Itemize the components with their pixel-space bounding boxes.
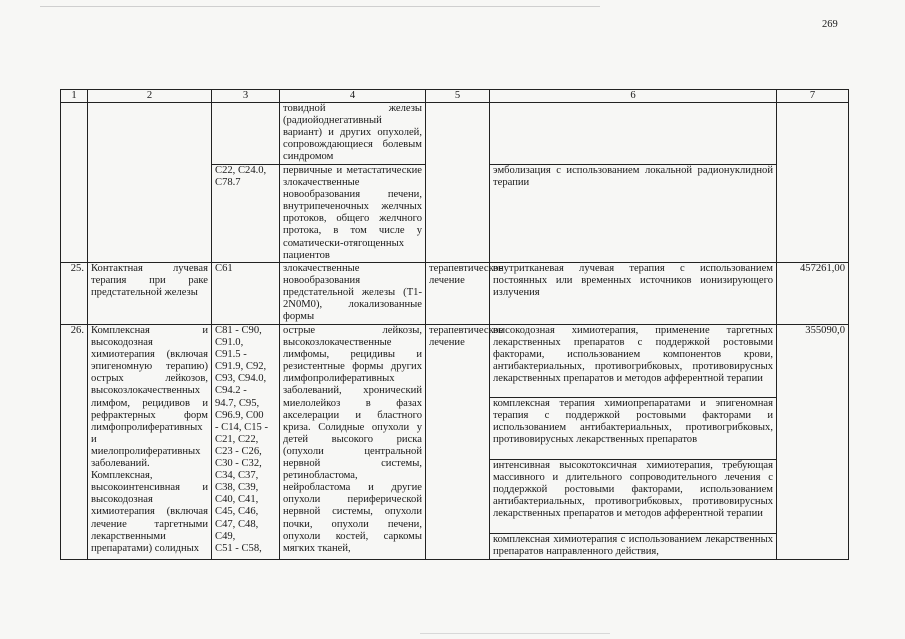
table-row xyxy=(61,325,849,398)
header-cell: 2 xyxy=(88,90,212,103)
care-type-name xyxy=(88,103,212,263)
icd-codes: С81 - С90, С91.0, С91.5 - С91.9, С92, С93, С94.0, С94.2 - 94.7, С95, С96.9, С00 - С14, С15 - С21, С22, С23 - С26, С30 - С32, С34, С37, С38, С39, С40, С41, С45, С46, С47, С48, С49, С51 - С58, xyxy=(212,325,280,560)
scan-artifact-top xyxy=(40,6,600,7)
header-cell: 7 xyxy=(777,90,849,103)
icd-codes: С22, С24.0, С78.7 xyxy=(212,165,280,263)
table-header-row xyxy=(61,90,849,103)
header-cell: 1 xyxy=(61,90,88,103)
treatment-type: терапевтическое лечение xyxy=(426,325,490,560)
treatment-method: интенсивная высокотоксичная химиотерапия, требующая массивного и длительного сопроводительного лечения с поддержкой ростовыми факторами, использованием антибактериальных, противогрибковых, противовирусных лекарственных препаратов и методов афферентной терапии xyxy=(490,460,777,534)
row-number: 26. xyxy=(61,325,88,560)
treatment-type: терапевтическое лечение xyxy=(426,263,490,325)
treatment-method: внутритканевая лучевая терапия с использованием постоянных или временных источников ионизирующего излучения xyxy=(490,263,777,325)
header-cell: 6 xyxy=(490,90,777,103)
patient-model: острые лейкозы, высокозлокачественные лимфомы, рецидивы и резистентные формы других лимфопролиферативных заболеваний, хронический миелолейкоз в фазах акселерации и бластного криза. Солидные опухоли у детей высокого риска (опухоли центральной нервной системы, ретинобластома, нейробластома и другие опухоли периферической нервной системы, опухоли почки, опухоли печени, опухоли костей, саркомы мягких тканей, xyxy=(280,325,426,560)
header-cell: 5 xyxy=(426,90,490,103)
icd-codes xyxy=(212,103,280,165)
table-row xyxy=(61,103,849,165)
care-type-name: Комплексная и высокодозная химиотерапия (включая эпигеномную терапию) острых лейкозов, высокозлокачественных лимфом, рецидивов и рефрактерных форм лимфопролиферативных и миелопролиферативных заболеваний. Комплексная, высокоинтенсивная и высокодозная химиотерапия (включая лечение таргетными лекарственными препаратами) солидных xyxy=(88,325,212,560)
icd-codes: С61 xyxy=(212,263,280,325)
header-cell: 3 xyxy=(212,90,280,103)
treatment-method: комплексная химиотерапия с использованием лекарственных препаратов направленного действия, xyxy=(490,534,777,560)
page-number: 269 xyxy=(822,19,838,30)
treatment-method: комплексная терапия химиопрепаратами и эпигеномная терапия с поддержкой ростовыми факторами и использованием антибактериальных, противогрибковых, противовирусных лекарственных препаратов xyxy=(490,398,777,460)
price: 355090,0 xyxy=(777,325,849,560)
price xyxy=(777,103,849,263)
scan-artifact-bottom xyxy=(420,633,610,634)
patient-model: товидной железы (радиойоднегативный вариант) и других опухолей, сопровождающиеся болевым синдромом xyxy=(280,103,426,165)
treatment-method: эмболизация с использованием локальной радионуклидной терапии xyxy=(490,165,777,263)
price: 457261,00 xyxy=(777,263,849,325)
header-cell: 4 xyxy=(280,90,426,103)
patient-model: первичные и метастатические злокачественные новообразования печени, внутрипеченочных желчных протоков, общего желчного протока, в том числе у соматически-отягощенных пациентов xyxy=(280,165,426,263)
treatment-type xyxy=(426,103,490,263)
row-number: 25. xyxy=(61,263,88,325)
table-row xyxy=(61,263,849,325)
document-table xyxy=(60,89,849,560)
patient-model: злокачественные новообразования предстательной железы (T1-2N0M0), локализованные формы xyxy=(280,263,426,325)
treatment-method xyxy=(490,103,777,165)
row-number xyxy=(61,103,88,263)
treatment-method: высокодозная химиотерапия, применение таргетных лекарственных препаратов с поддержкой ростовыми факторами, использованием компонентов крови, антибактериальных, противогрибковых, противовирусных лекарственных препаратов и методов афферентной терапии xyxy=(490,325,777,398)
care-type-name: Контактная лучевая терапия при раке предстательной железы xyxy=(88,263,212,325)
